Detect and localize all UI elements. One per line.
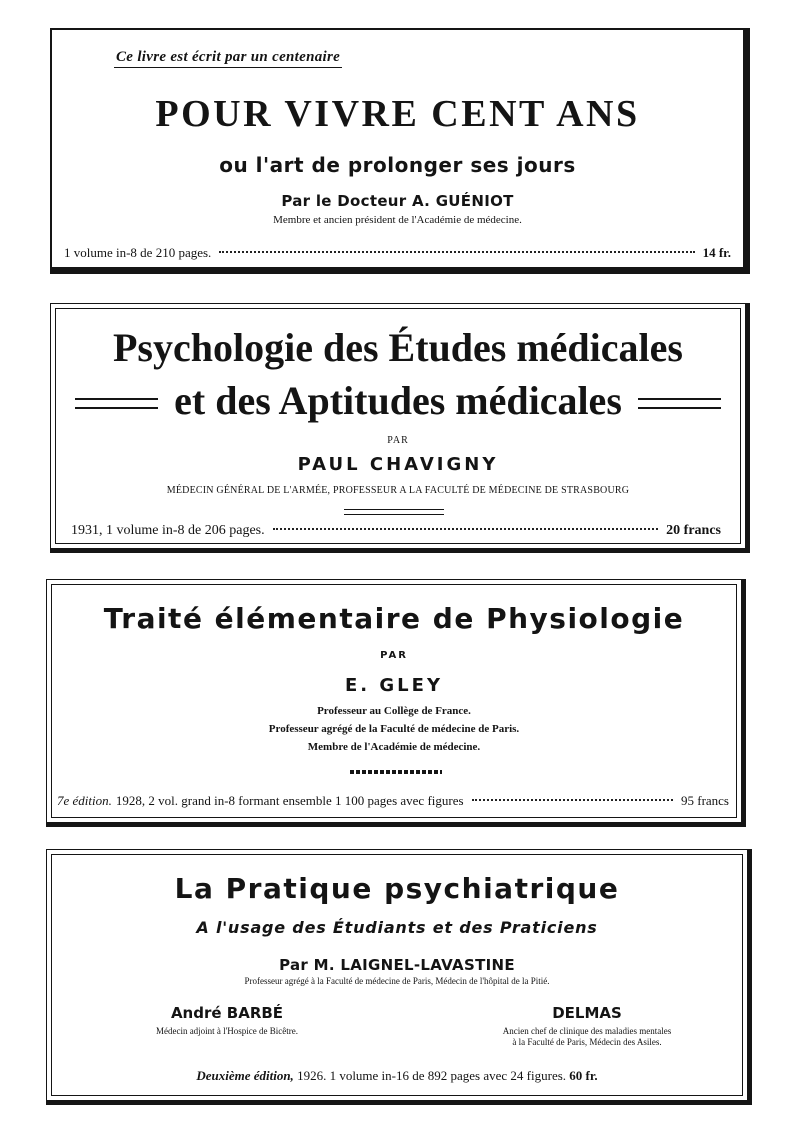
price: 95 francs — [680, 793, 729, 808]
publication-details — [64, 245, 731, 261]
price: 14 fr. — [702, 245, 731, 260]
author-credential-1: Professeur au Collège de France. — [317, 705, 471, 717]
edition-label: Deuxième édition, — [196, 1068, 294, 1083]
publication-details — [47, 1068, 747, 1084]
price: 20 francs — [666, 523, 721, 538]
volume-info: 1928, 2 vol. grand in-8 formant ensemble 1 100 pages avec figures — [115, 793, 464, 808]
book-ad-pratique-psychiatrique — [46, 849, 752, 1105]
co-author-name: André BARBÉ — [170, 1004, 284, 1022]
book-title: Traité élémentaire de Physiologie — [103, 602, 685, 635]
book-title: POUR VIVRE CENT ANS — [155, 93, 640, 135]
author-byline: Par M. LAIGNEL-LAVASTINE — [279, 956, 515, 974]
par-label: PAR — [380, 650, 408, 661]
book-title-line-1: Psychologie des Études médicales — [113, 325, 683, 370]
author-credential-3: Membre de l'Académie de médecine. — [307, 741, 481, 753]
co-author-credentials: Médecin adjoint à l'Hospice de Bicêtre. — [155, 1026, 299, 1036]
book-title: La Pratique psychiatrique — [174, 872, 620, 905]
author-name: E. GLEY — [345, 675, 443, 696]
dot-leader — [219, 251, 694, 253]
author-name: PAUL CHAVIGNY — [297, 454, 499, 475]
book-subtitle: ou l'art de prolonger ses jours — [219, 153, 576, 177]
author-credentials: Professeur agrégé à la Faculté de médecine de Paris, Médecin de l'hôpital de la Pitié. — [244, 976, 550, 986]
book-title-line-2-row — [75, 377, 721, 424]
double-rule-left — [75, 398, 158, 409]
dot-leader — [273, 528, 659, 530]
author-credentials: MÉDECIN GÉNÉRAL DE L'ARMÉE, PROFESSEUR A LA FACULTÉ DE MÉDECINE DE STRASBOURG — [166, 485, 630, 496]
co-author-credentials-line-1: Ancien chef de clinique des maladies mentales — [502, 1026, 672, 1036]
co-author-barbe — [117, 1004, 337, 1037]
co-author-delmas — [447, 1004, 727, 1048]
double-rule-right — [638, 398, 721, 409]
book-ad-traite-physiologie — [46, 579, 746, 827]
ad-tagline: Ce livre est écrit par un centenaire — [114, 49, 342, 68]
volume-info: 1 volume in-8 de 210 pages. — [64, 245, 212, 260]
publication-details — [71, 523, 721, 539]
author-credential-2: Professeur agrégé de la Faculté de médecine de Paris. — [268, 723, 520, 735]
co-author-credentials-line-2: à la Faculté de Paris, Médecin des Asiles. — [512, 1037, 662, 1047]
book-title-line-2: et des Aptitudes médicales — [174, 378, 622, 423]
par-label: PAR — [387, 435, 409, 446]
volume-info: 1926. 1 volume in-16 de 892 pages avec 24 figures. — [297, 1068, 567, 1083]
divider-rule — [344, 509, 444, 515]
author-credentials: Membre et ancien président de l'Académie de médecine. — [273, 214, 522, 226]
book-ad-pour-vivre-cent-ans — [50, 28, 750, 274]
book-subtitle: A l'usage des Étudiants et des Praticiens — [196, 918, 598, 937]
book-ad-psychologie-etudes-medicales — [50, 303, 750, 553]
author-byline: Par le Docteur A. GUÉNIOT — [281, 192, 514, 210]
dot-leader — [472, 799, 673, 801]
publication-details — [57, 793, 729, 809]
edition-label: 7e édition. — [57, 793, 112, 808]
ornament-rule — [350, 770, 442, 774]
volume-info: 1931, 1 volume in-8 de 206 pages. — [71, 523, 265, 538]
co-author-name: DELMAS — [552, 1004, 622, 1022]
price: 60 fr. — [569, 1068, 598, 1083]
